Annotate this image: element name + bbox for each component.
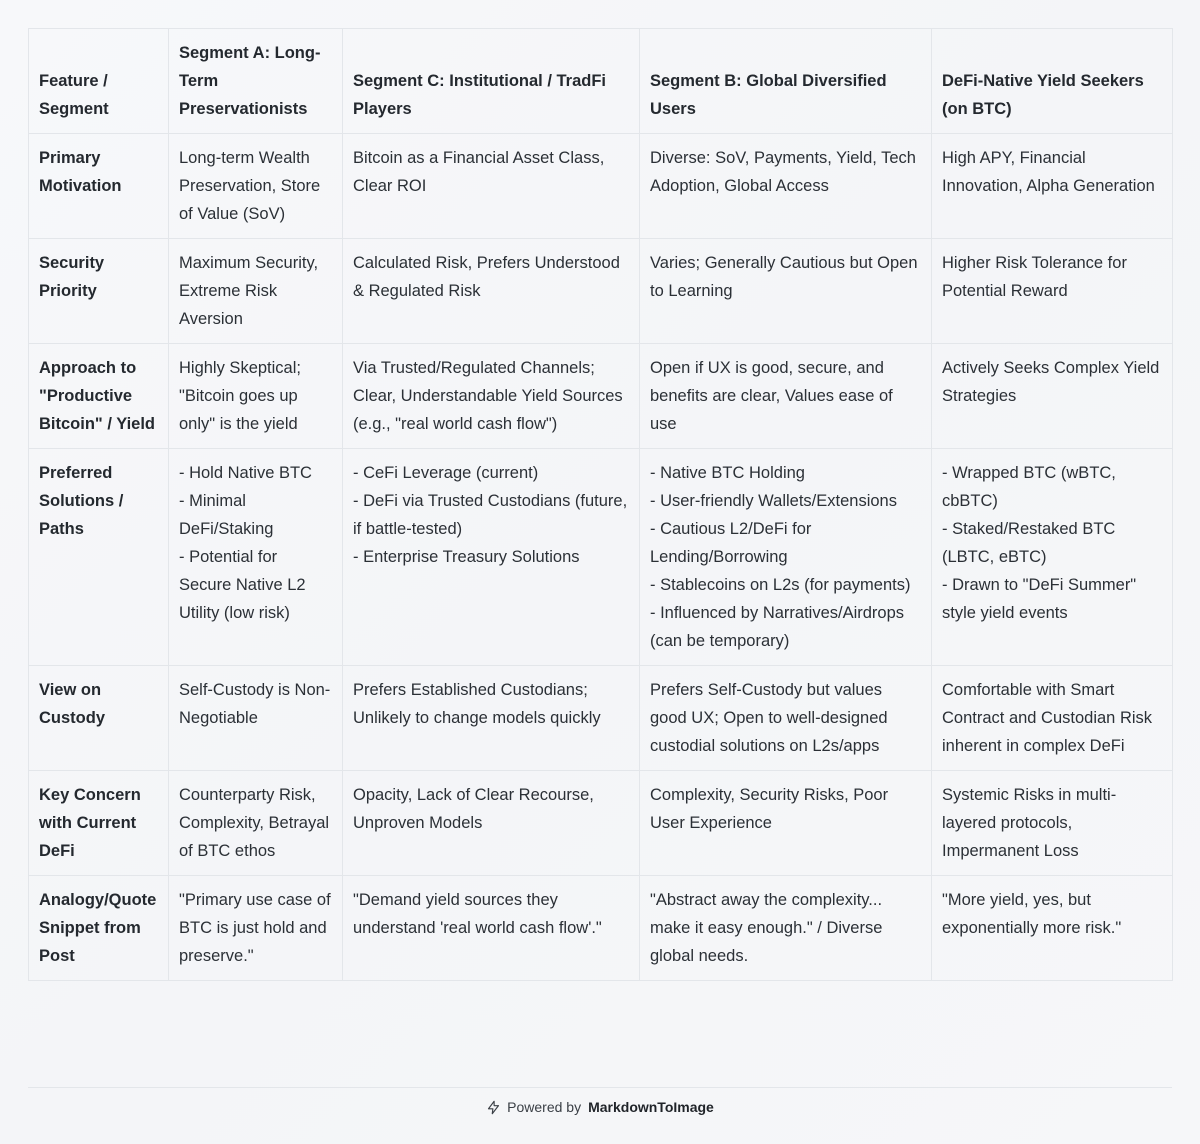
table-cell: Complexity, Security Risks, Poor User Experience (640, 771, 932, 876)
table-cell: Opacity, Lack of Clear Recourse, Unproven Models (343, 771, 640, 876)
table-cell: - Native BTC Holding - User-friendly Wallets/Extensions - Cautious L2/DeFi for Lending/Borrowing - Stablecoins on L2s (for payments) - Influenced by Narratives/Airdrops (can be temporary) (640, 449, 932, 666)
header-segment-a: Segment A: Long-Term Preservationists (169, 29, 343, 134)
table-cell: Highly Skeptical; "Bitcoin goes up only" is the yield (169, 344, 343, 449)
table-cell: Diverse: SoV, Payments, Yield, Tech Adoption, Global Access (640, 134, 932, 239)
row-label: Primary Motivation (29, 134, 169, 239)
footer-divider (28, 1087, 1172, 1088)
table-row-view-on-custody (29, 666, 1173, 771)
row-label: Preferred Solutions / Paths (29, 449, 169, 666)
table-row-key-concern (29, 771, 1173, 876)
footer-prefix: Powered by (507, 1099, 582, 1115)
table-row-security-priority (29, 239, 1173, 344)
table-cell: Prefers Self-Custody but values good UX; Open to well-designed custodial solutions on L2s/apps (640, 666, 932, 771)
table-cell: Counterparty Risk, Complexity, Betrayal of BTC ethos (169, 771, 343, 876)
table-cell: Via Trusted/Regulated Channels; Clear, Understandable Yield Sources (e.g., "real world cash flow") (343, 344, 640, 449)
row-label: View on Custody (29, 666, 169, 771)
header-feature-segment: Feature / Segment (29, 29, 169, 134)
table-cell: Actively Seeks Complex Yield Strategies (932, 344, 1173, 449)
table-cell: Prefers Established Custodians; Unlikely to change models quickly (343, 666, 640, 771)
table-cell: Systemic Risks in multi-layered protocols, Impermanent Loss (932, 771, 1173, 876)
table-cell: Calculated Risk, Prefers Understood & Regulated Risk (343, 239, 640, 344)
table-cell: Comfortable with Smart Contract and Custodian Risk inherent in complex DeFi (932, 666, 1173, 771)
table-cell: "Demand yield sources they understand 'real world cash flow'." (343, 876, 640, 981)
table-cell: - Hold Native BTC - Minimal DeFi/Staking - Potential for Secure Native L2 Utility (low risk) (169, 449, 343, 666)
row-label: Key Concern with Current DeFi (29, 771, 169, 876)
table-row-primary-motivation (29, 134, 1173, 239)
header-segment-b: Segment B: Global Diversified Users (640, 29, 932, 134)
table-cell: Bitcoin as a Financial Asset Class, Clear ROI (343, 134, 640, 239)
table-cell: Open if UX is good, secure, and benefits are clear, Values ease of use (640, 344, 932, 449)
table-cell: Maximum Security, Extreme Risk Aversion (169, 239, 343, 344)
header-segment-c: Segment C: Institutional / TradFi Players (343, 29, 640, 134)
segment-comparison-table (28, 28, 1173, 981)
footer-brand-link[interactable]: MarkdownToImage (588, 1099, 714, 1115)
footer (0, 1095, 1200, 1119)
table-row-approach-to-yield (29, 344, 1173, 449)
table-cell: Long-term Wealth Preservation, Store of Value (SoV) (169, 134, 343, 239)
table-cell: "More yield, yes, but exponentially more risk." (932, 876, 1173, 981)
table-cell: Self-Custody is Non-Negotiable (169, 666, 343, 771)
row-label: Security Priority (29, 239, 169, 344)
table-cell: "Abstract away the complexity... make it easy enough." / Diverse global needs. (640, 876, 932, 981)
table-cell: High APY, Financial Innovation, Alpha Generation (932, 134, 1173, 239)
table-header-row (29, 29, 1173, 134)
table-cell: "Primary use case of BTC is just hold and preserve." (169, 876, 343, 981)
row-label: Approach to "Productive Bitcoin" / Yield (29, 344, 169, 449)
table-cell: Varies; Generally Cautious but Open to Learning (640, 239, 932, 344)
table-row-analogy-quote (29, 876, 1173, 981)
table-cell: - CeFi Leverage (current) - DeFi via Trusted Custodians (future, if battle-tested) - Enterprise Treasury Solutions (343, 449, 640, 666)
table-cell: Higher Risk Tolerance for Potential Reward (932, 239, 1173, 344)
lightning-bolt-icon (486, 1100, 501, 1115)
row-label: Analogy/Quote Snippet from Post (29, 876, 169, 981)
table-cell: - Wrapped BTC (wBTC, cbBTC) - Staked/Restaked BTC (LBTC, eBTC) - Drawn to "DeFi Summer" style yield events (932, 449, 1173, 666)
table-row-preferred-solutions (29, 449, 1173, 666)
header-defi-native: DeFi-Native Yield Seekers (on BTC) (932, 29, 1173, 134)
